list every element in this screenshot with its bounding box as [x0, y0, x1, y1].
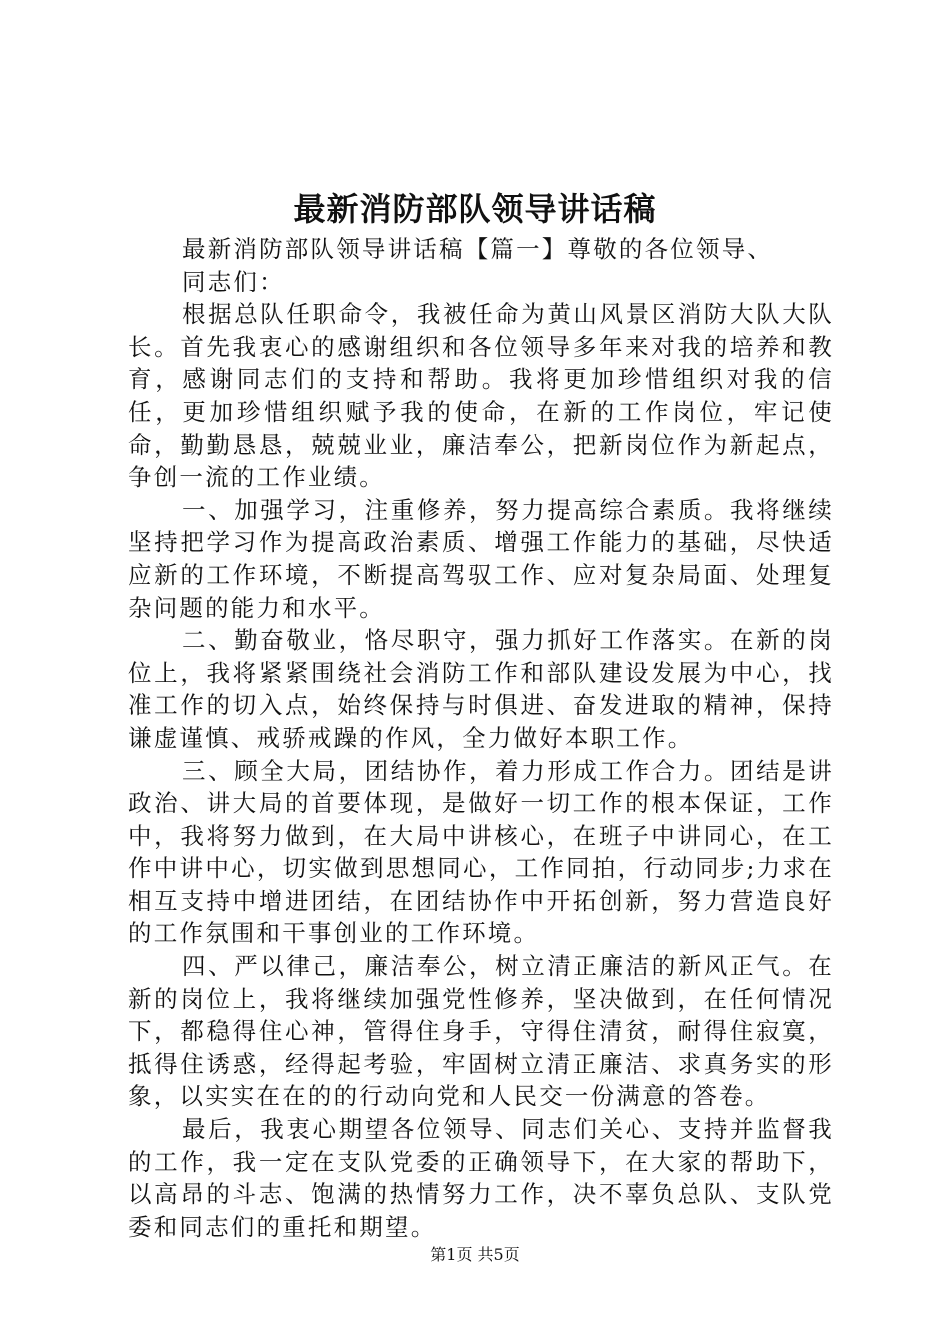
paragraph-point-four: 四、严以律己，廉洁奉公，树立清正廉洁的新风正气。在新的岗位上，我将继续加强党性修养，坚决做到，在任何情况下，都稳得住心神，管得住身手，守得住清贫，耐得住寂寞，抵得住诱惑，经得起考验，牢固树立清正廉洁、求真务实的形象，以实实在在的的行动向党和人民交一份满意的答卷。 — [128, 952, 834, 1111]
paragraph-closing: 最后，我衷心期望各位领导、同志们关心、支持并监督我的工作，我一定在支队党委的正确领导下，在大家的帮助下，以高昂的斗志、饱满的热情努力工作，决不辜负总队、支队党委和同志们的重托和期望。 — [128, 1115, 834, 1241]
paragraph-opening: 最新消防部队领导讲话稿【篇一】尊敬的各位领导、 — [182, 235, 774, 263]
paragraph-point-three: 三、顾全大局，团结协作，着力形成工作合力。团结是讲政治、讲大局的首要体现，是做好一切工作的根本保证，工作中，我将努力做到，在大局中讲核心，在班子中讲同心，在工作中讲中心，切实做到思想同心，工作同拍，行动同步;力求在相互支持中增进团结，在团结协作中开拓创新，努力营造良好的工作氛围和干事创业的工作环境。 — [128, 756, 834, 948]
paragraph-point-two: 二、勤奋敬业，恪尽职守，强力抓好工作落实。在新的岗位上，我将紧紧围绕社会消防工作和部队建设发展为中心，找准工作的切入点，始终保持与时俱进、奋发进取的精神，保持谦虚谨慎、戒骄戒躁的作风，全力做好本职工作。 — [128, 626, 834, 752]
paragraph-point-one: 一、加强学习，注重修养，努力提高综合素质。我将继续坚持把学习作为提高政治素质、增强工作能力的基础，尽快适应新的工作环境，不断提高驾驭工作、应对复杂局面、处理复杂问题的能力和水平。 — [128, 495, 834, 622]
paragraph-introduction: 根据总队任职命令，我被任命为黄山风景区消防大队大队长。首先我衷心的感谢组织和各位领导多年来对我的培养和教育，感谢同志们的支持和帮助。我将更加珍惜组织对我的信任，更加珍惜组织赋予我的使命，在新的工作岗位，牢记使命，勤勤恳恳，兢兢业业，廉洁奉公，把新岗位作为新起点，争创一流的工作业绩。 — [128, 300, 834, 492]
page-number-footer: 第1页 共5页 — [430, 1245, 520, 1264]
paragraph-salutation: 同志们： — [182, 267, 285, 296]
document-title: 最新消防部队领导讲话稿 — [293, 190, 657, 228]
document-body — [128, 233, 834, 1243]
